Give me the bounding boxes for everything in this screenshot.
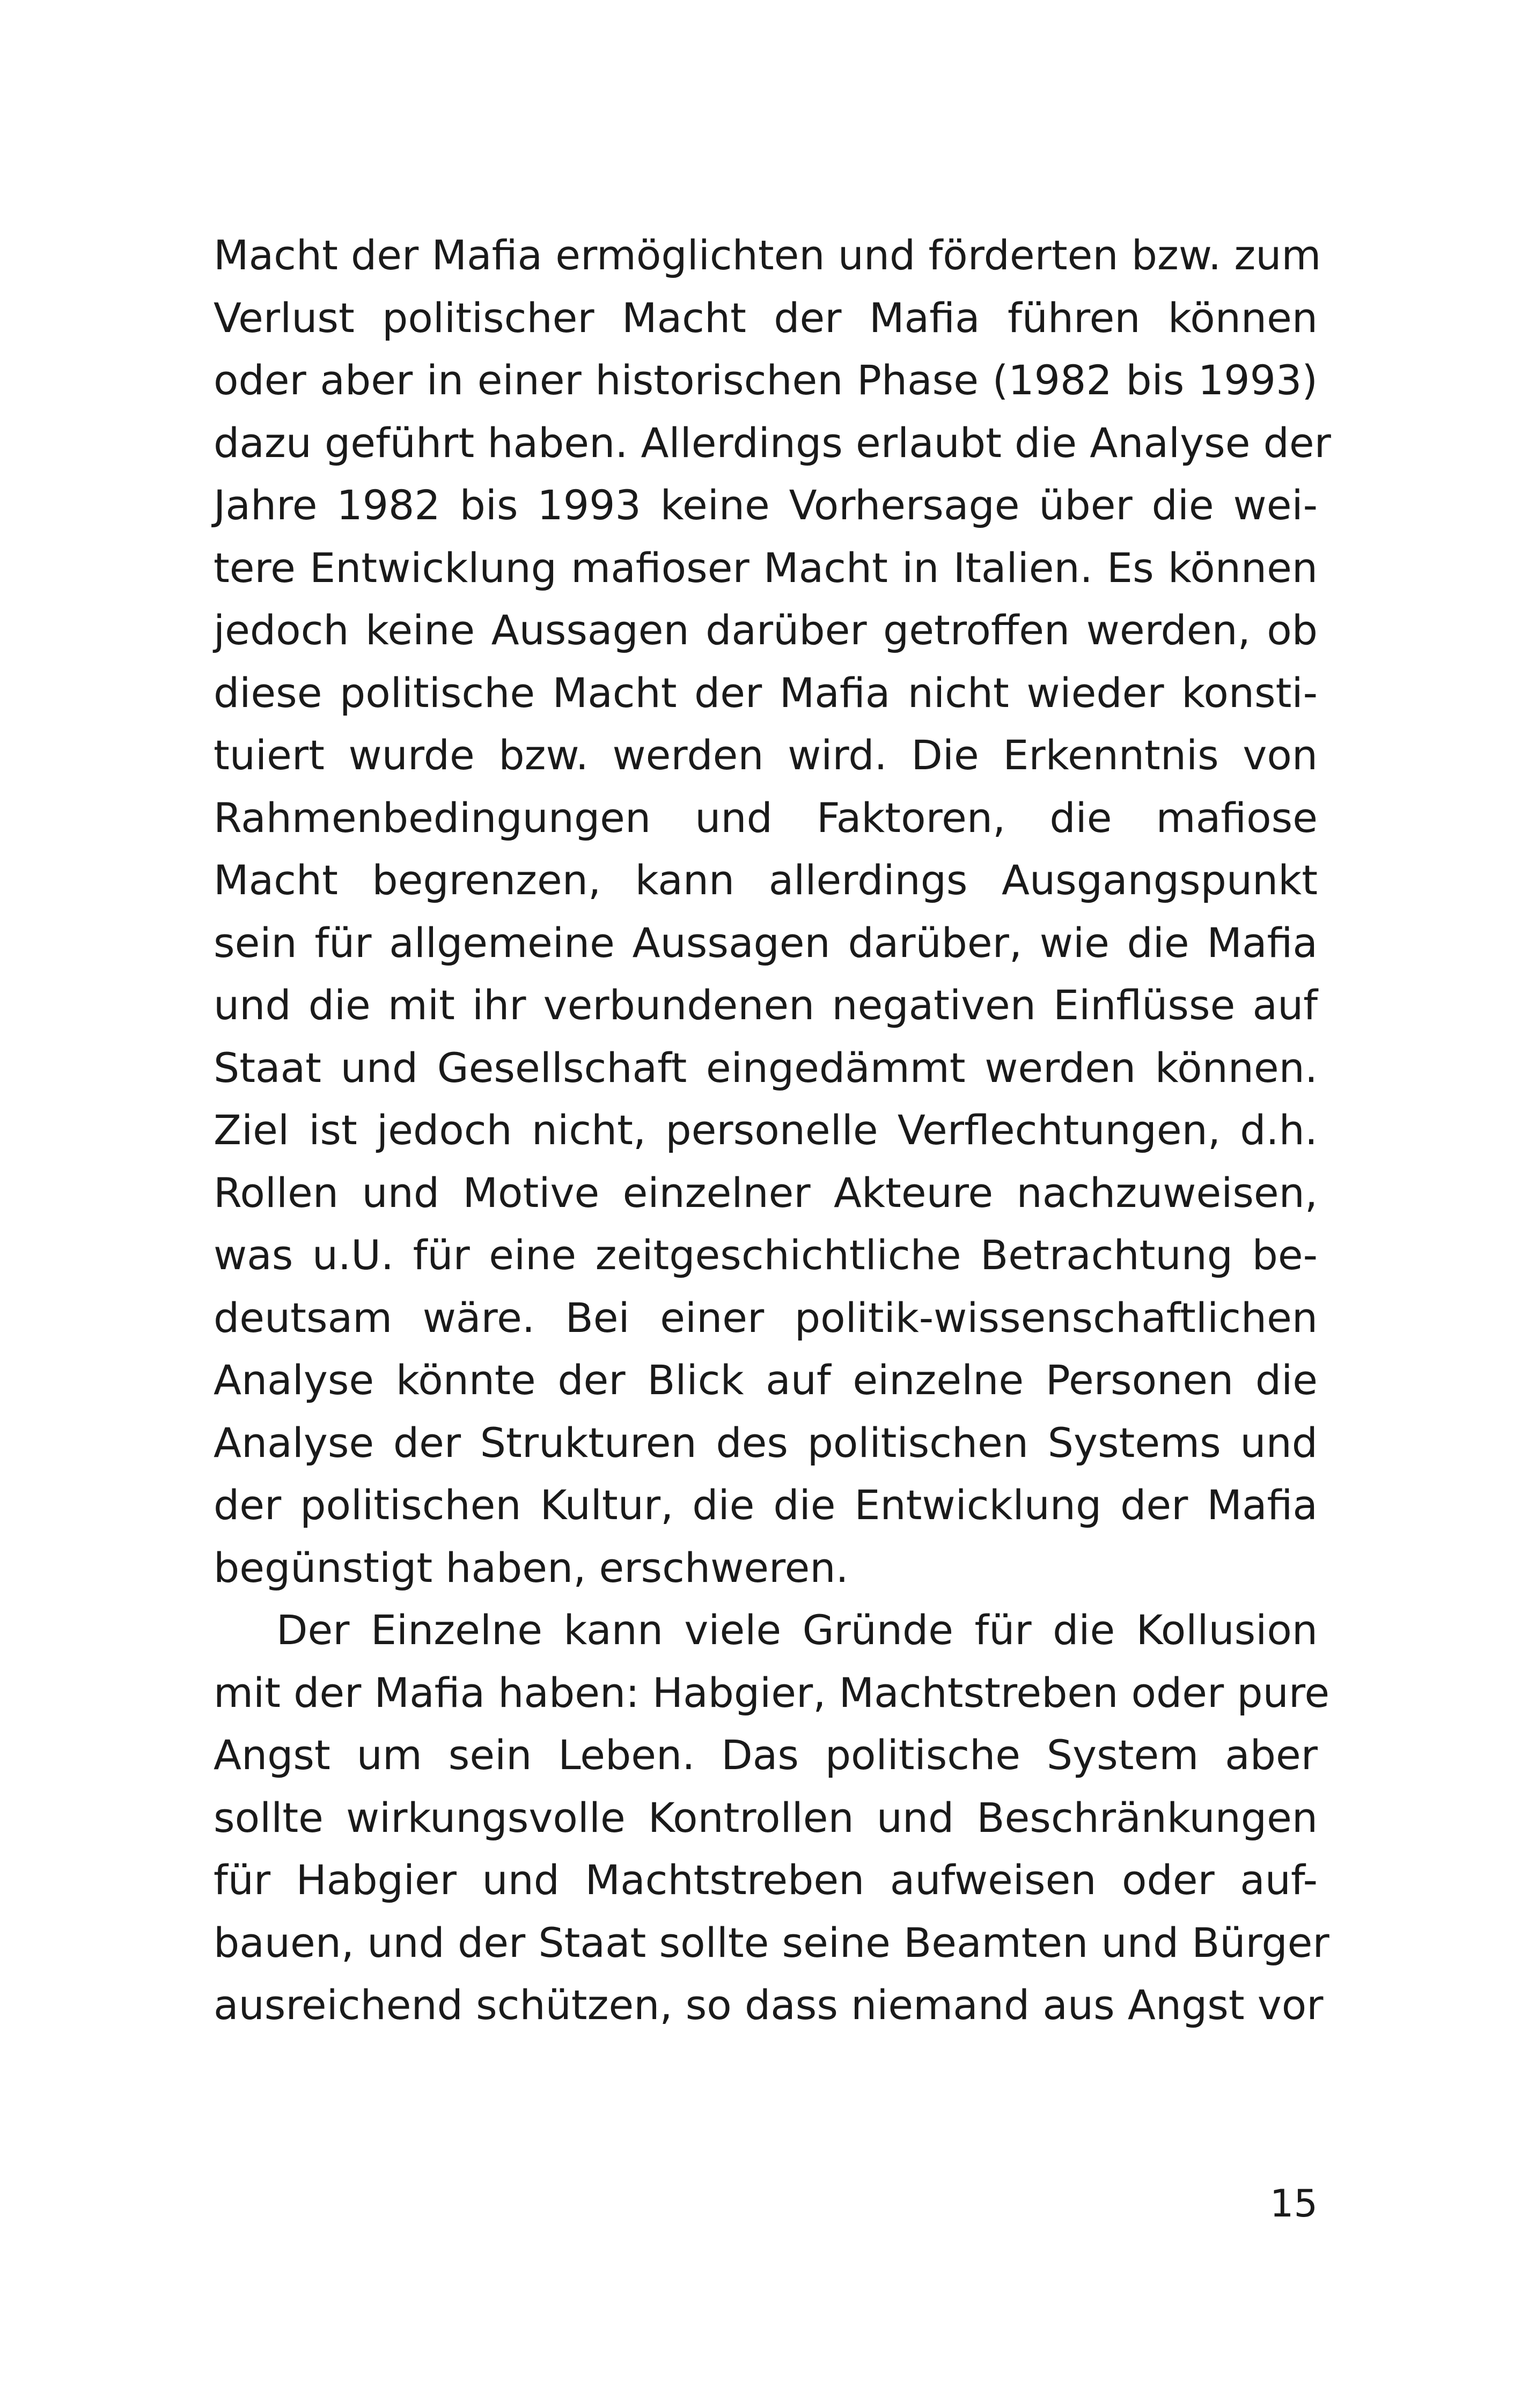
text-line: Macht begrenzen, kann allerdings Ausgangspunkt	[214, 856, 1318, 904]
text-line: bauen, und der Staat sollte seine Beamten und Bürger	[214, 1918, 1329, 1967]
text-line: Jahre 1982 bis 1993 keine Vorhersage über die wei-	[214, 481, 1318, 529]
text-line: Analyse der Strukturen des politischen Systems und	[214, 1418, 1318, 1467]
text-line: dazu geführt haben. Allerdings erlaubt die Analyse der	[214, 418, 1331, 467]
text-line: Macht der Mafia ermöglichten und förderten bzw. zum	[214, 231, 1321, 279]
text-line: Ziel ist jedoch nicht, personelle Verflechtungen, d.h.	[214, 1106, 1318, 1154]
text-line: Angst um sein Leben. Das politische System aber	[214, 1731, 1318, 1779]
text-line: was u.U. für eine zeitgeschichtliche Betrachtung be-	[214, 1231, 1318, 1279]
text-line: Der Einzelne kann viele Gründe für die Kollusion	[276, 1606, 1318, 1654]
text-line: und die mit ihr verbundenen negativen Einflüsse auf	[214, 981, 1318, 1029]
text-line: ausreichend schützen, so dass niemand aus Angst vor	[214, 1981, 1324, 2029]
paragraph	[214, 224, 1331, 1599]
text-line: tere Entwicklung mafioser Macht in Italien. Es können	[214, 543, 1318, 592]
text-line: oder aber in einer historischen Phase (1982 bis 1993)	[214, 356, 1318, 404]
text-line: diese politische Macht der Mafia nicht wieder konsti-	[214, 668, 1318, 717]
text-line: Analyse könnte der Blick auf einzelne Personen die	[214, 1356, 1318, 1404]
page-number: 15	[1269, 2182, 1318, 2226]
text-line: Staat und Gesellschaft eingedämmt werden können.	[214, 1043, 1318, 1092]
text-line: sollte wirkungsvolle Kontrollen und Beschränkungen	[214, 1793, 1318, 1842]
text-line: sein für allgemeine Aussagen darüber, wie die Mafia	[214, 918, 1318, 967]
text-line: jedoch keine Aussagen darüber getroffen werden, ob	[214, 606, 1318, 654]
text-line: für Habgier und Machtstreben aufweisen oder auf-	[214, 1856, 1318, 1904]
text-line: tuiert wurde bzw. werden wird. Die Erkenntnis von	[214, 731, 1318, 779]
text-line: Rahmenbedingungen und Faktoren, die mafiose	[214, 793, 1318, 842]
text-line: der politischen Kultur, die die Entwicklung der Mafia	[214, 1481, 1318, 1529]
text-line: begünstigt haben, erschweren.	[214, 1543, 849, 1592]
text-line: Verlust politischer Macht der Mafia führen können	[214, 293, 1318, 342]
text-line: deutsam wäre. Bei einer politik-wissenschaftlichen	[214, 1293, 1318, 1342]
body-text	[214, 224, 1331, 2037]
paragraph	[214, 1599, 1330, 2037]
text-line: mit der Mafia haben: Habgier, Machtstreben oder pure	[214, 1668, 1330, 1717]
text-line: Rollen und Motive einzelner Akteure nachzuweisen,	[214, 1168, 1318, 1217]
